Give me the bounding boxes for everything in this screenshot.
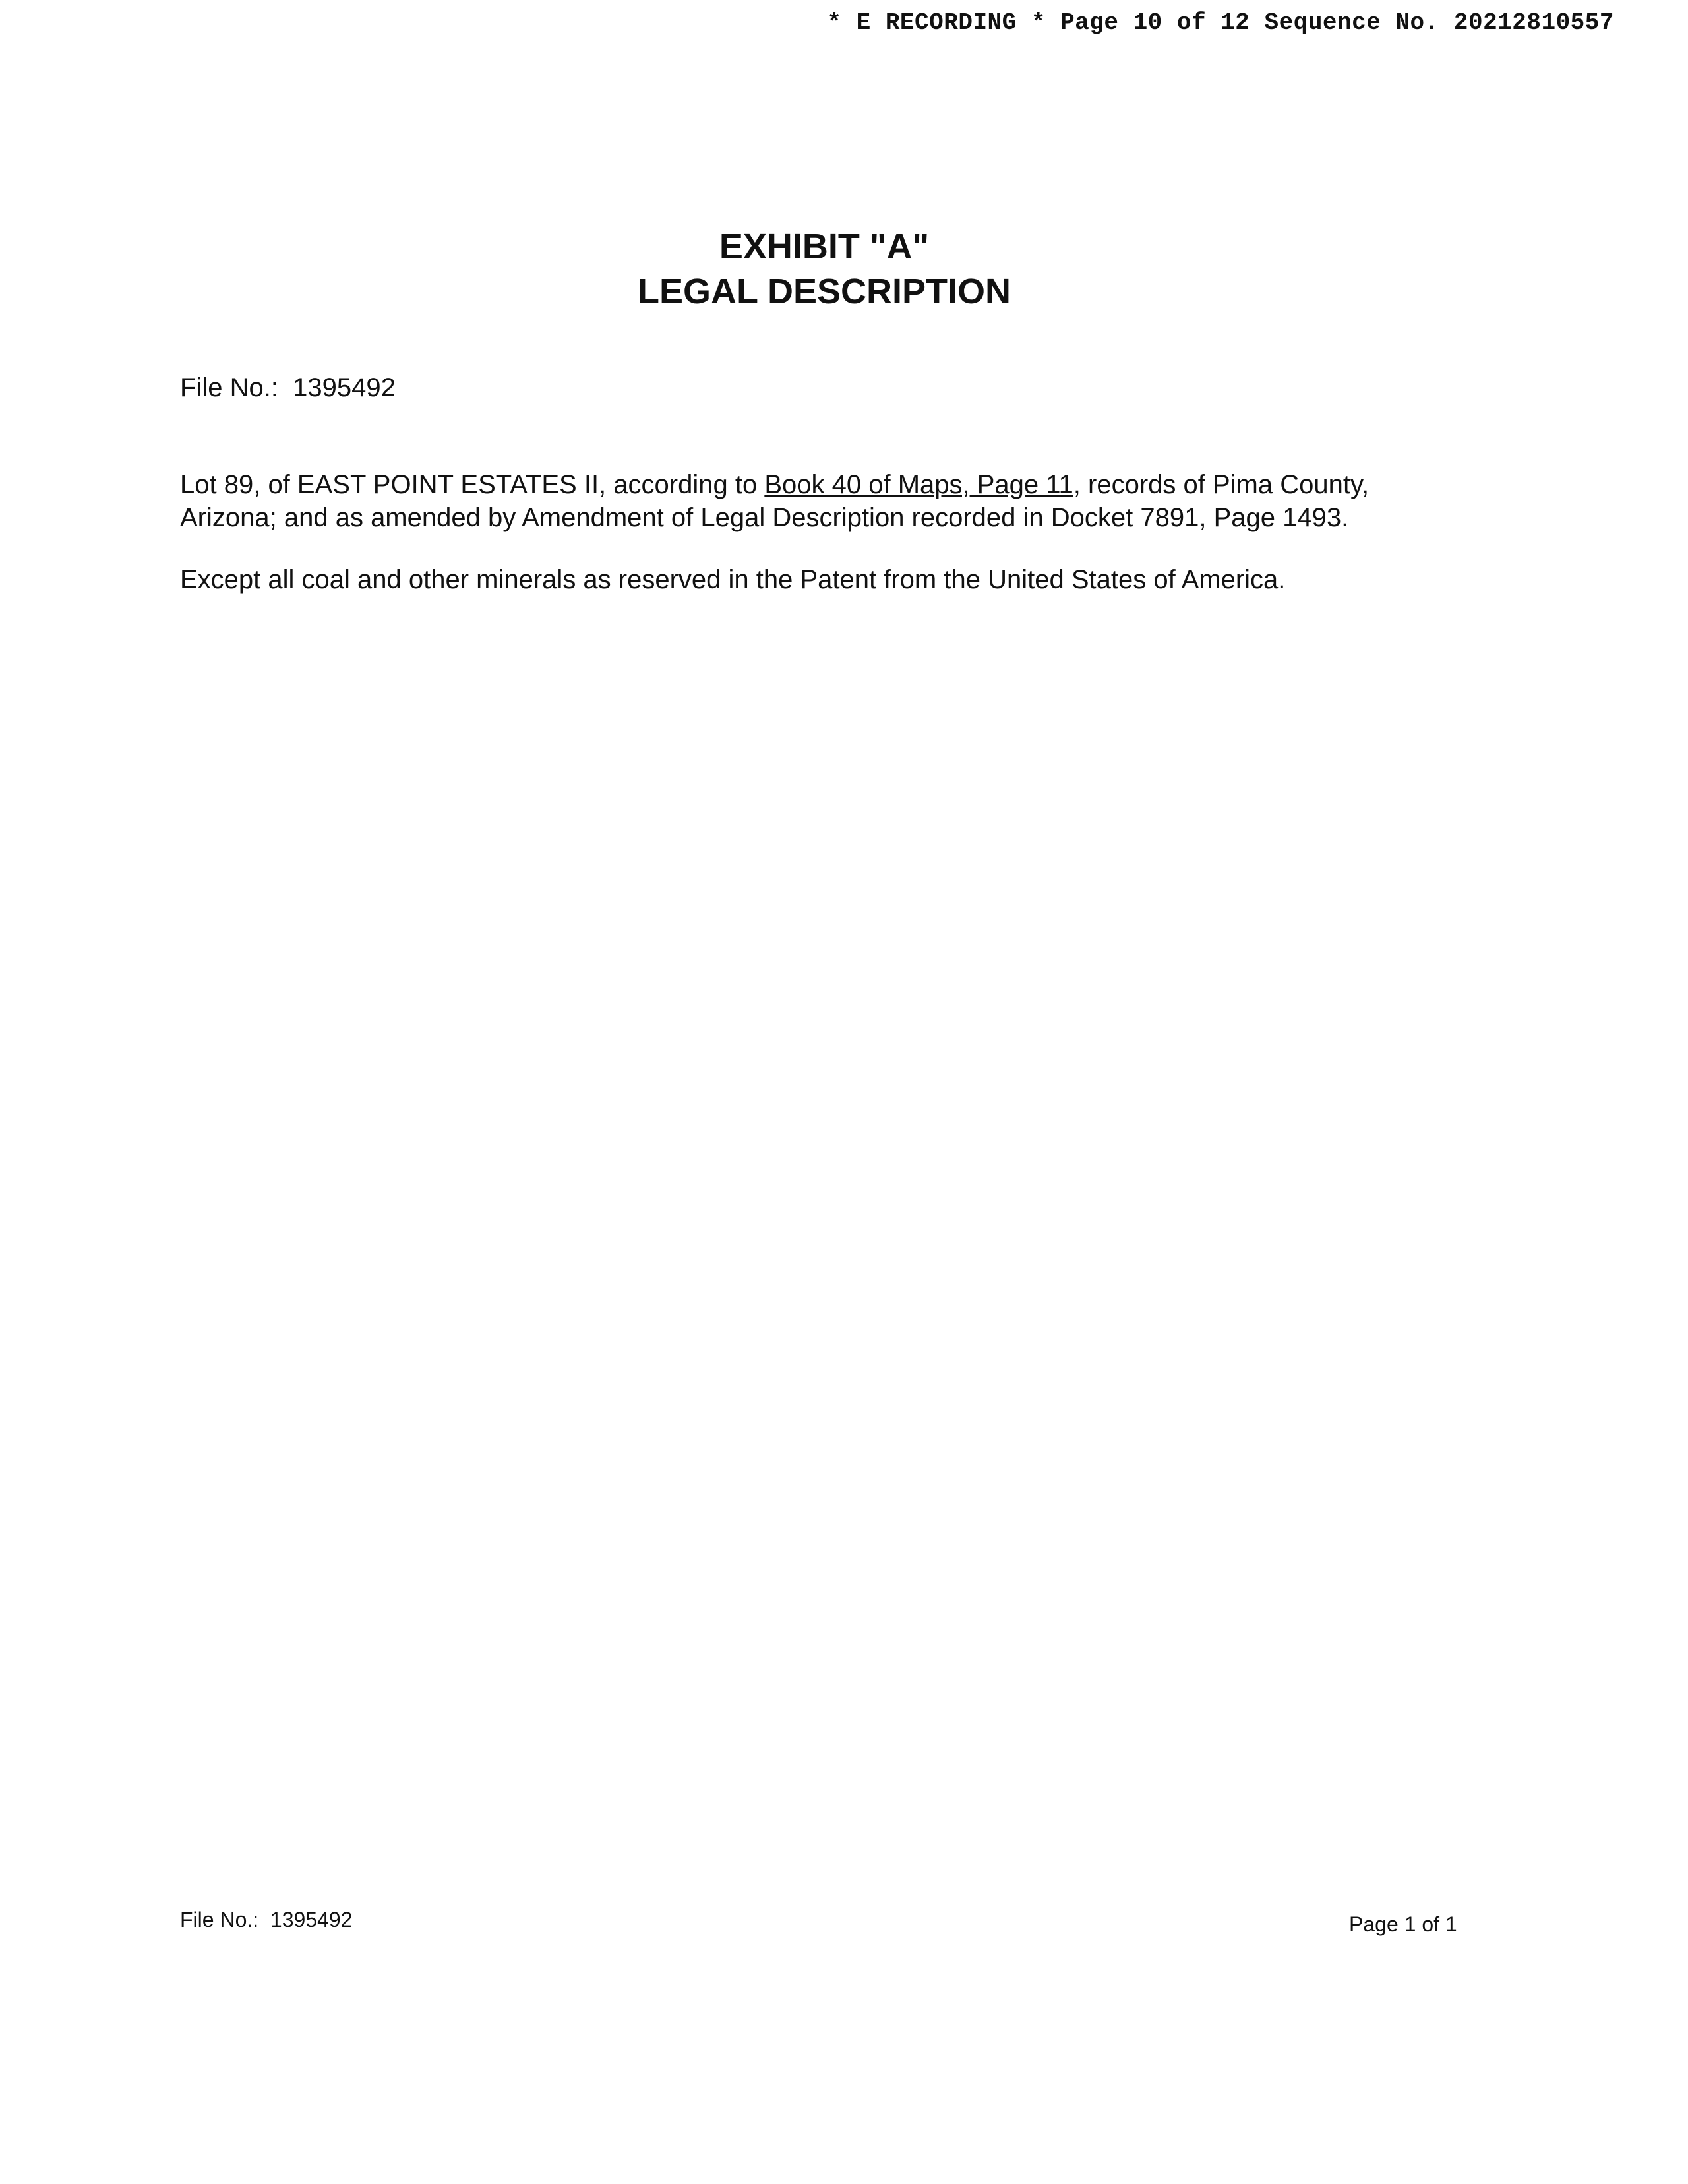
book-maps-reference: Book 40 of Maps, Page 11 (764, 470, 1073, 499)
mineral-exception: Except all coal and other minerals as reserved in the Patent from the United States of America. (180, 565, 1286, 594)
file-number-value: 1395492 (293, 373, 396, 402)
recording-header: * E RECORDING * Page 10 of 12 Sequence No. 20212810557 (827, 9, 1614, 36)
exhibit-title: EXHIBIT "A" (719, 227, 930, 266)
file-number-label: File No.: (180, 373, 278, 402)
file-number (180, 373, 396, 403)
legal-text-amendment: Arizona; and as amended by Amendment of Legal Description recorded in Docket 7891, Page 1493. (180, 503, 1349, 532)
legal-text-county: , records of Pima County, (1073, 470, 1370, 499)
footer-page-number: Page 1 of 1 (1349, 1912, 1457, 1936)
legal-description (180, 468, 1499, 625)
footer-file-number (180, 1908, 353, 1932)
exhibit-title-block (0, 224, 1648, 314)
footer-file-label: File No.: (180, 1908, 259, 1931)
exhibit-subtitle: LEGAL DESCRIPTION (637, 272, 1011, 311)
legal-text-start: Lot 89, of EAST POINT ESTATES II, according to (180, 470, 758, 499)
footer-file-value: 1395492 (270, 1908, 353, 1931)
legal-description-paragraph (180, 468, 1499, 534)
